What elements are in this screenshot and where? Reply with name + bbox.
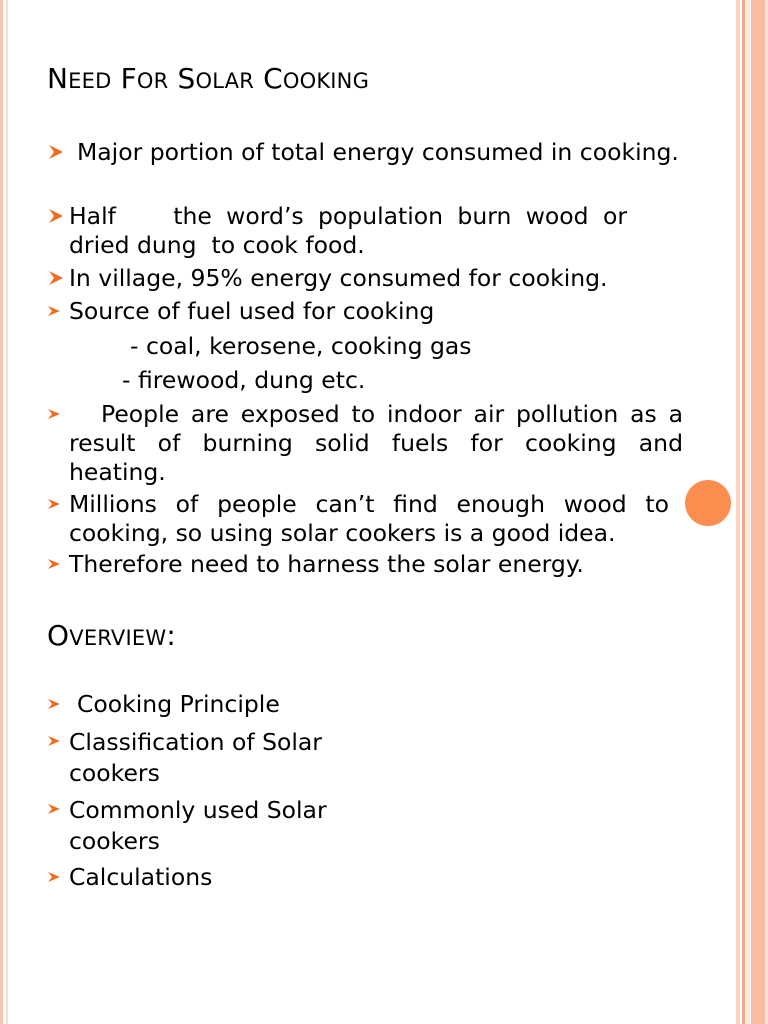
bullet-item: Source of fuel used for cooking xyxy=(47,297,687,326)
right-border-stripe-4 xyxy=(751,0,765,1024)
bullet-item: Half the word’s population burn wood or dried dung to cook food. xyxy=(47,202,687,260)
overview-bullet-item: Calculations xyxy=(47,863,687,892)
left-border-stripe-inner xyxy=(6,0,8,1024)
right-border-stripe-1 xyxy=(736,0,740,1024)
bullet-item: Major portion of total energy consumed in cooking. xyxy=(47,138,687,167)
slide-title-need-for-solar-cooking: NEED FOR SOLAR COOKING xyxy=(47,62,370,95)
bullet-item: People are exposed to indoor air pollution as a result of burning solid fuels for cooking and heating. xyxy=(47,400,687,487)
arrowhead-bullet-icon xyxy=(47,264,67,287)
overview-bullet-item: Classification of Solar cookers xyxy=(47,727,367,789)
right-border-stripe-3 xyxy=(746,0,750,1024)
right-border-stripe-2 xyxy=(742,0,745,1024)
left-border-stripe xyxy=(0,0,3,1024)
arrowhead-bullet-icon xyxy=(47,863,67,884)
arrowhead-bullet-icon xyxy=(47,727,67,748)
bullet-item: Therefore need to harness the solar energy. xyxy=(47,550,687,577)
arrowhead-bullet-icon xyxy=(47,400,67,421)
bullet-item: In village, 95% energy consumed for cooking. xyxy=(47,264,687,293)
fuel-sub-item: - firewood, dung etc. xyxy=(122,366,366,394)
arrowhead-bullet-icon xyxy=(47,297,67,318)
arrowhead-bullet-icon xyxy=(47,490,67,511)
overview-bullet-item: Cooking Principle xyxy=(47,690,687,719)
arrowhead-bullet-icon xyxy=(47,202,67,225)
orange-circle-decoration xyxy=(685,480,731,526)
arrowhead-bullet-icon xyxy=(47,550,67,571)
arrowhead-bullet-icon xyxy=(47,795,67,816)
bullet-item: Millions of people can’t find enough wood to cooking, so using solar cookers is a good idea. xyxy=(47,490,687,548)
slide-title-overview: OVERVIEW: xyxy=(47,619,176,652)
arrowhead-bullet-icon xyxy=(47,138,67,161)
overview-bullet-item: Commonly used Solar cookers xyxy=(47,795,367,857)
fuel-sub-item: - coal, kerosene, cooking gas xyxy=(130,332,472,360)
arrowhead-bullet-icon xyxy=(47,690,67,711)
